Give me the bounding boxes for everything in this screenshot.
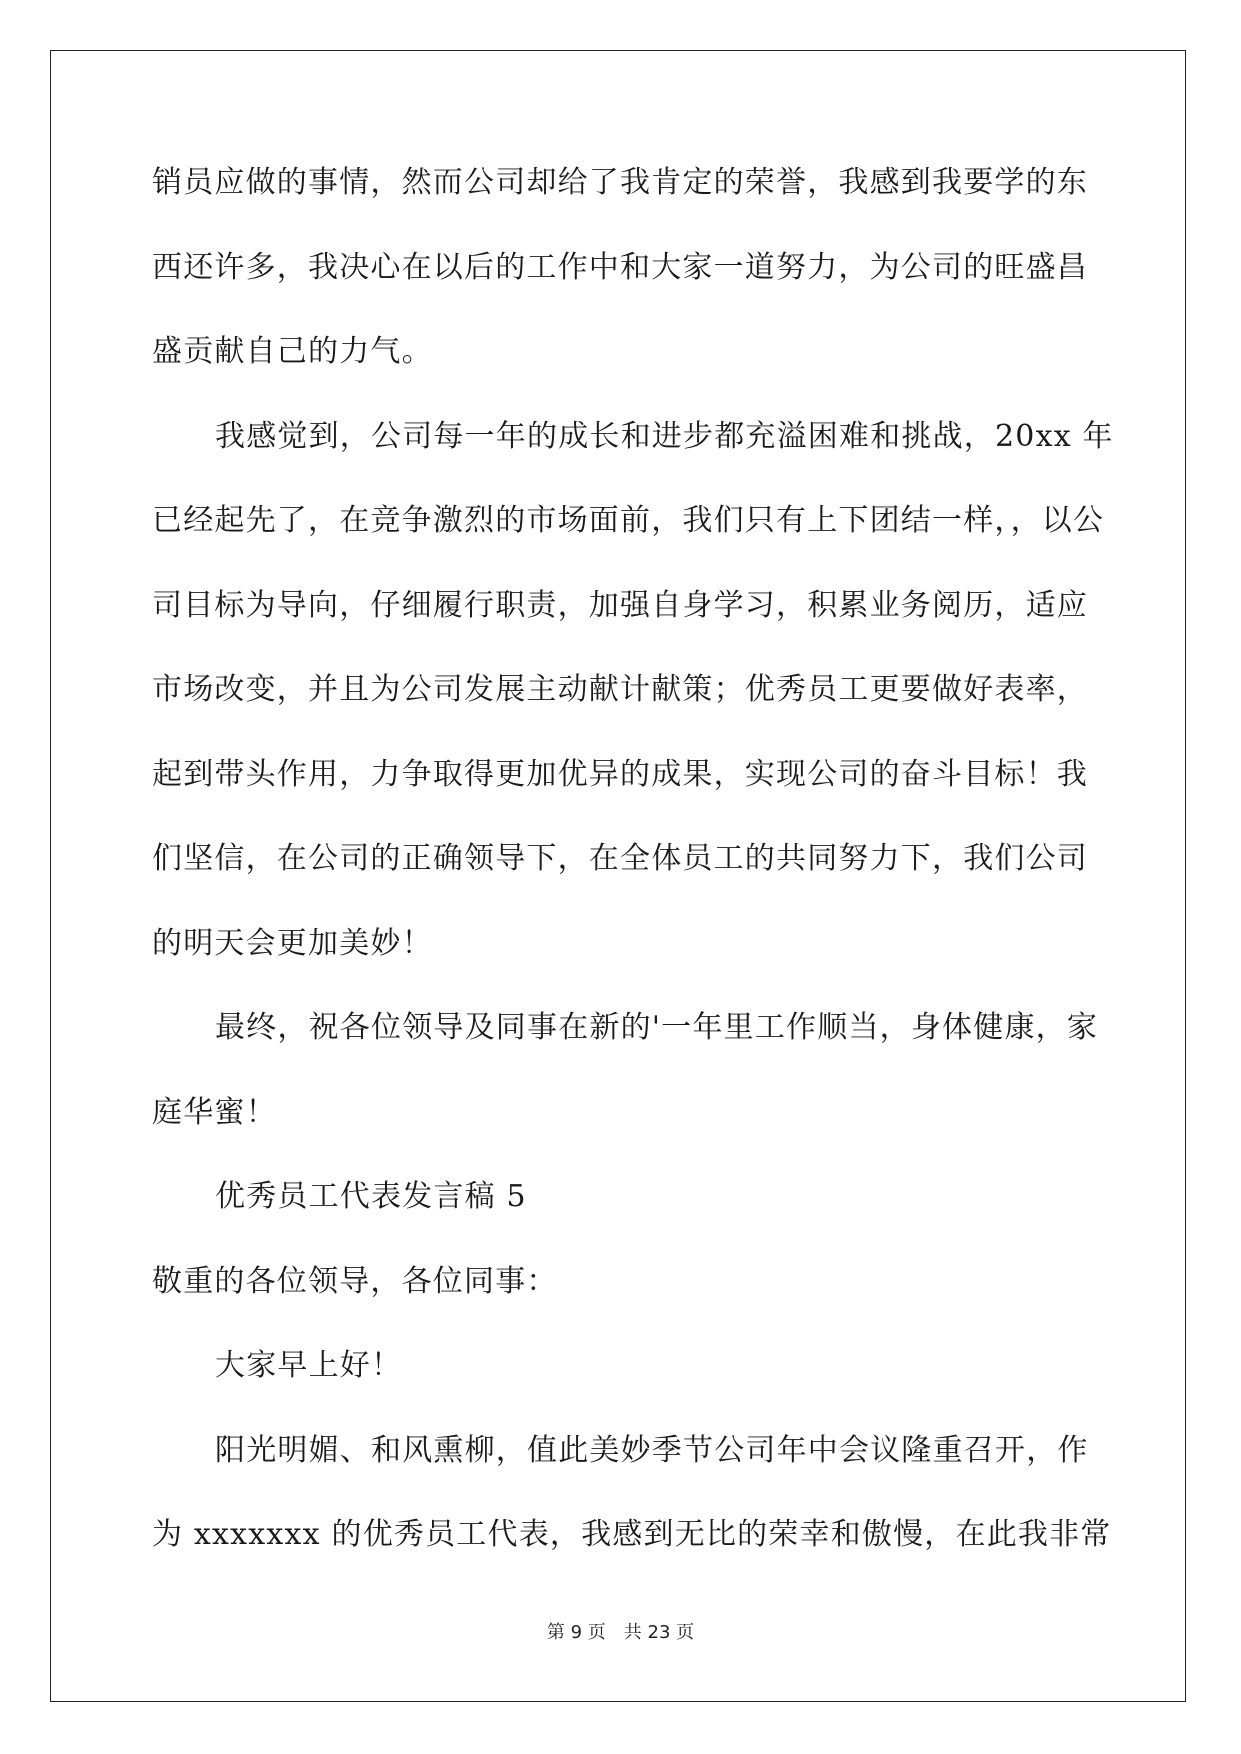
text-line: 为 xxxxxxx 的优秀员工代表，我感到无比的荣幸和傲慢，在此我非常 <box>152 1517 1112 1552</box>
text-line: 阳光明媚、和风熏柳，值此美妙季节公司年中会议隆重召开，作 <box>215 1432 1089 1468</box>
text-line: 司目标为导向，仔细履行职责，加强自身学习，积累业务阅历，适应 <box>152 587 1088 623</box>
text-line: 的明天会更加美妙！ <box>152 925 433 961</box>
text-line: 们坚信，在公司的正确领导下，在全体员工的共同努力下，我们公司 <box>152 841 1088 876</box>
text-line: 市场改变，并且为公司发展主动献计献策；优秀员工更要做好表率， <box>152 672 1088 707</box>
page-number: 第 9 页 <box>546 1622 606 1643</box>
text-line: 起到带头作用，力争取得更加优异的成果，实现公司的奋斗目标！我 <box>152 756 1088 792</box>
section-heading: 优秀员工代表发言稿 5 <box>215 1179 527 1214</box>
text-line: 西还许多，我决心在以后的工作中和大家一道努力，为公司的旺盛昌 <box>152 249 1088 285</box>
salutation: 敬重的各位领导，各位同事： <box>152 1263 558 1299</box>
document-body <box>152 163 1114 1600</box>
page-total: 共 23 页 <box>623 1622 695 1643</box>
text-line: 盛贡献自己的力气。 <box>152 334 433 369</box>
text-line: 庭华蜜！ <box>152 1094 277 1130</box>
text-line: 已经起先了，在竞争激烈的市场面前，我们只有上下团结一样，，以公 <box>152 503 1105 538</box>
text-line: 销员应做的事情，然而公司却给了我肯定的荣誉，我感到我要学的东 <box>152 165 1088 200</box>
text-line: 我感觉到，公司每一年的成长和进步都充溢困难和挑战，20xx 年 <box>215 418 1114 454</box>
text-line: 最终，祝各位领导及同事在新的'一年里工作顺当，身体健康，家 <box>215 1010 1099 1045</box>
page-footer <box>0 1618 1241 1644</box>
greeting: 大家早上好！ <box>215 1348 403 1383</box>
